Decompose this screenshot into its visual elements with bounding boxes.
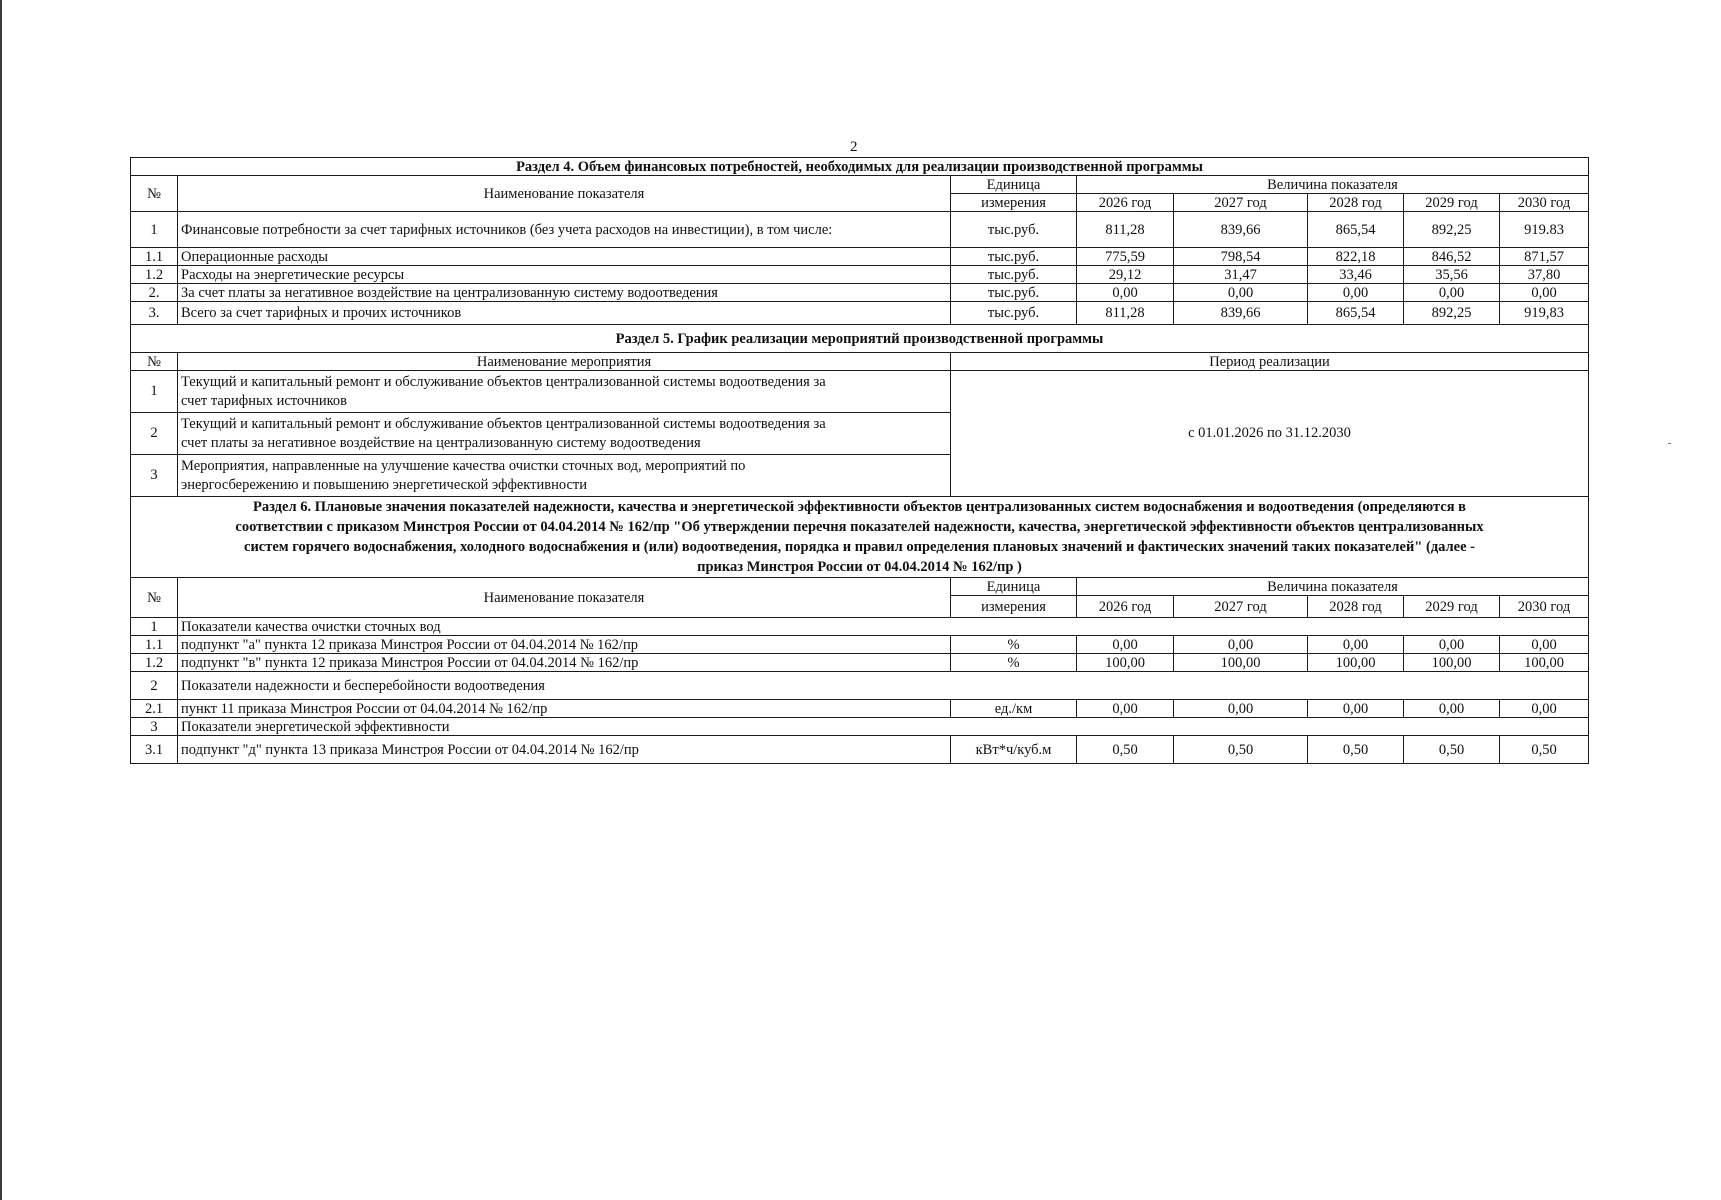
s6-title-line: систем горячего водоснабжения, холодного водоснабжения и (или) водоотведения, порядка и правил определения плановых значений и фактических значений таких показателей" (далее - <box>244 539 1475 555</box>
s6-year-2030: 2030 год <box>1500 596 1589 618</box>
s4-row-name: Расходы на энергетические ресурсы <box>178 266 951 284</box>
s6-item-value: 100,00 <box>1500 654 1589 672</box>
s4-row-value: 775,59 <box>1077 248 1174 266</box>
s6-item-num: 3.1 <box>131 736 178 764</box>
s4-header-value: Величина показателя <box>1077 176 1589 194</box>
table-row <box>131 284 1589 302</box>
s5-row-num: 1 <box>131 371 178 413</box>
s6-year-2029: 2029 год <box>1404 596 1500 618</box>
s4-row-name: Всего за счет тарифных и прочих источников <box>178 302 951 325</box>
s5-header-name: Наименование мероприятия <box>178 353 951 371</box>
s4-row-num: 1.2 <box>131 266 178 284</box>
s6-group-num: 3 <box>131 718 178 736</box>
s5-row-name-line2: счет платы за негативное воздействие на централизованную систему водоотведения <box>181 434 701 451</box>
s5-period-value: с 01.01.2026 по 31.12.2030 <box>951 371 1589 497</box>
s5-row-name <box>178 371 951 413</box>
table-row <box>131 302 1589 325</box>
s6-item-value: 0,00 <box>1500 636 1589 654</box>
s6-item-value: 0,00 <box>1077 636 1174 654</box>
s6-item-value: 0,00 <box>1308 636 1404 654</box>
s4-row-num: 3. <box>131 302 178 325</box>
s6-item-num: 2.1 <box>131 700 178 718</box>
table-row <box>131 212 1589 248</box>
s4-header-name: Наименование показателя <box>178 176 951 212</box>
s6-group-name: Показатели энергетической эффективности <box>178 718 1589 736</box>
s6-year-2026: 2026 год <box>1077 596 1174 618</box>
s6-title-line: Раздел 6. Плановые значения показателей надежности, качества и энергетической эффективности объектов централизованных систем водоснабжения и водоотведения (определяются в <box>253 499 1466 515</box>
table-row <box>131 736 1589 764</box>
s6-item-name: подпункт "д" пункта 13 приказа Минстроя России от 04.04.2014 № 162/пр <box>178 736 951 764</box>
s4-row-unit: тыс.руб. <box>951 302 1077 325</box>
s4-header-unit-2: измерения <box>951 194 1077 212</box>
s4-row-value: 0,00 <box>1404 284 1500 302</box>
s4-year-2026: 2026 год <box>1077 194 1174 212</box>
s6-item-name: подпункт "а" пункта 12 приказа Минстроя России от 04.04.2014 № 162/пр <box>178 636 951 654</box>
s4-row-value: 33,46 <box>1308 266 1404 284</box>
s4-row-value: 919,83 <box>1500 302 1589 325</box>
s6-year-2028: 2028 год <box>1308 596 1404 618</box>
s4-header-unit-1: Единица <box>951 176 1077 194</box>
s6-item-value: 0,00 <box>1500 700 1589 718</box>
s4-row-value: 839,66 <box>1174 212 1308 248</box>
table-row <box>131 718 1589 736</box>
s4-row-num: 2. <box>131 284 178 302</box>
s6-item-value: 0,00 <box>1174 636 1308 654</box>
s4-row-value: 892,25 <box>1404 212 1500 248</box>
s6-item-value: 0,50 <box>1077 736 1174 764</box>
s6-header-value: Величина показателя <box>1077 578 1589 596</box>
s6-item-value: 100,00 <box>1404 654 1500 672</box>
s5-row-name-line1: Текущий и капитальный ремонт и обслуживание объектов централизованной системы водоотведения за <box>181 373 826 390</box>
table-row <box>131 672 1589 700</box>
s6-item-value: 0,00 <box>1174 700 1308 718</box>
s4-row-unit: тыс.руб. <box>951 212 1077 248</box>
s5-header-period: Период реализации <box>951 353 1589 371</box>
s4-year-2029: 2029 год <box>1404 194 1500 212</box>
s6-header-num: № <box>131 578 178 618</box>
s4-row-name: Операционные расходы <box>178 248 951 266</box>
s6-title-line: приказ Минстроя России от 04.04.2014 № 162/пр ) <box>697 559 1022 575</box>
s6-item-value: 100,00 <box>1308 654 1404 672</box>
section5-title: Раздел 5. График реализации мероприятий производственной программы <box>131 325 1589 353</box>
s6-header-unit-2: измерения <box>951 596 1077 618</box>
table-row <box>131 654 1589 672</box>
table-row <box>131 700 1589 718</box>
table-row <box>131 371 1589 413</box>
s6-group-num: 2 <box>131 672 178 700</box>
program-table <box>130 157 1589 764</box>
s6-title-line: соответствии с приказом Минстроя России от 04.04.2014 № 162/пр "Об утверждении перечня показателей надежности, качества, энергетической эффективности объектов централизованных <box>235 519 1484 535</box>
s6-header-unit-1: Единица <box>951 578 1077 596</box>
s4-row-value: 0,00 <box>1077 284 1174 302</box>
s6-header-name: Наименование показателя <box>178 578 951 618</box>
s6-group-name: Показатели надежности и бесперебойности водоотведения <box>178 672 1589 700</box>
s4-year-2030: 2030 год <box>1500 194 1589 212</box>
s4-row-name: За счет платы за негативное воздействие на централизованную систему водоотведения <box>178 284 951 302</box>
s5-row-num: 2 <box>131 413 178 455</box>
s6-item-value: 100,00 <box>1174 654 1308 672</box>
s6-item-name: подпункт "в" пункта 12 приказа Минстроя России от 04.04.2014 № 162/пр <box>178 654 951 672</box>
s5-row-name <box>178 413 951 455</box>
table-row <box>131 636 1589 654</box>
s4-row-value: 29,12 <box>1077 266 1174 284</box>
s4-row-value: 31,47 <box>1174 266 1308 284</box>
section6-title <box>131 497 1589 578</box>
s5-header-num: № <box>131 353 178 371</box>
table-row <box>131 618 1589 636</box>
s6-item-value: 100,00 <box>1077 654 1174 672</box>
s6-item-value: 0,50 <box>1500 736 1589 764</box>
s4-row-value: 0,00 <box>1500 284 1589 302</box>
s6-item-value: 0,00 <box>1308 700 1404 718</box>
s4-row-num: 1 <box>131 212 178 248</box>
table-row <box>131 248 1589 266</box>
s6-item-num: 1.1 <box>131 636 178 654</box>
s4-row-value: 0,00 <box>1174 284 1308 302</box>
s4-row-unit: тыс.руб. <box>951 248 1077 266</box>
s6-item-unit: % <box>951 654 1077 672</box>
s4-row-unit: тыс.руб. <box>951 284 1077 302</box>
s4-row-value: 811,28 <box>1077 302 1174 325</box>
s4-row-value: 798,54 <box>1174 248 1308 266</box>
s6-item-name: пункт 11 приказа Минстроя России от 04.04.2014 № 162/пр <box>178 700 951 718</box>
s4-row-value: 892,25 <box>1404 302 1500 325</box>
document-body <box>130 157 1588 764</box>
s4-row-value: 839,66 <box>1174 302 1308 325</box>
s4-row-value: 35,56 <box>1404 266 1500 284</box>
s5-row-num: 3 <box>131 455 178 497</box>
section4-title: Раздел 4. Объем финансовых потребностей, необходимых для реализации производственной программы <box>131 158 1589 176</box>
s6-year-2027: 2027 год <box>1174 596 1308 618</box>
s6-item-value: 0,50 <box>1308 736 1404 764</box>
s5-row-name-line2: энергосбережению и повышению энергетической эффективности <box>181 476 587 493</box>
s4-row-value: 811,28 <box>1077 212 1174 248</box>
s5-row-name-line1: Мероприятия, направленные на улучшение качества очистки сточных вод, мероприятий по <box>181 457 746 474</box>
s6-item-value: 0,50 <box>1404 736 1500 764</box>
s6-item-unit: кВт*ч/куб.м <box>951 736 1077 764</box>
s4-year-2027: 2027 год <box>1174 194 1308 212</box>
s6-item-value: 0,50 <box>1174 736 1308 764</box>
s6-item-value: 0,00 <box>1404 700 1500 718</box>
s4-row-value: 822,18 <box>1308 248 1404 266</box>
s5-row-name-line2: счет тарифных источников <box>181 392 347 409</box>
s4-row-value: 865,54 <box>1308 212 1404 248</box>
table-row <box>131 266 1589 284</box>
s6-group-num: 1 <box>131 618 178 636</box>
s4-row-value: 871,57 <box>1500 248 1589 266</box>
s4-row-value: 0,00 <box>1308 284 1404 302</box>
s4-row-unit: тыс.руб. <box>951 266 1077 284</box>
s4-row-name: Финансовые потребности за счет тарифных источников (без учета расходов на инвестиции), в том числе: <box>178 212 951 248</box>
s6-item-unit: % <box>951 636 1077 654</box>
s6-item-value: 0,00 <box>1404 636 1500 654</box>
s4-row-value: 919.83 <box>1500 212 1589 248</box>
s6-item-value: 0,00 <box>1077 700 1174 718</box>
s5-row-name-line1: Текущий и капитальный ремонт и обслуживание объектов централизованной системы водоотведения за <box>181 415 826 432</box>
s6-item-num: 1.2 <box>131 654 178 672</box>
s6-group-name: Показатели качества очистки сточных вод <box>178 618 1589 636</box>
s5-row-name <box>178 455 951 497</box>
page-number: 2 <box>850 139 858 155</box>
s4-year-2028: 2028 год <box>1308 194 1404 212</box>
s4-row-value: 865,54 <box>1308 302 1404 325</box>
scan-speck <box>1668 443 1671 444</box>
s4-row-num: 1.1 <box>131 248 178 266</box>
scan-edge <box>0 0 2 1200</box>
s4-header-num: № <box>131 176 178 212</box>
s6-item-unit: ед./км <box>951 700 1077 718</box>
s4-row-value: 846,52 <box>1404 248 1500 266</box>
s4-row-value: 37,80 <box>1500 266 1589 284</box>
